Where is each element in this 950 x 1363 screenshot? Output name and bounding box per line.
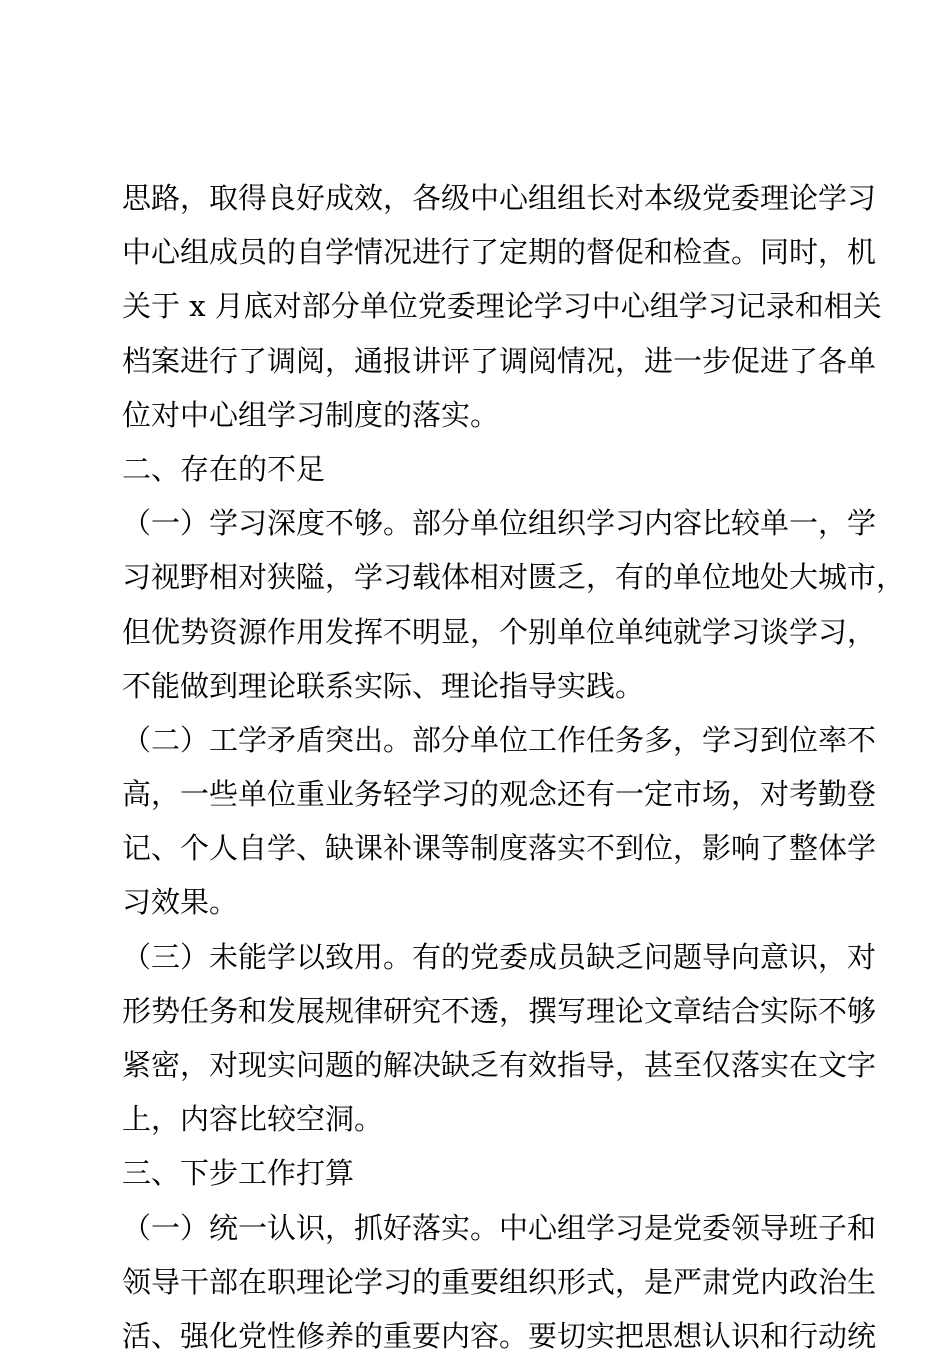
text-line: 思路，取得良好成效，各级中心组组长对本级党委理论学习 xyxy=(122,181,877,215)
text-line: 但优势资源作用发挥不明显，个别单位单纯就学习谈学习， xyxy=(122,614,877,649)
text-line: 形势任务和发展规律研究不透，撰写理论文章结合实际不够 xyxy=(122,993,877,1028)
text-line: 习视野相对狭隘，学习载体相对匮乏，有的单位地处大城市， xyxy=(122,560,906,595)
section-heading: 二、存在的不足 xyxy=(122,451,326,486)
text-line: 不能做到理论联系实际、理论指导实践。 xyxy=(122,668,645,703)
text-line: 档案进行了调阅，通报讲评了调阅情况，进一步促进了各单 xyxy=(122,343,877,378)
text-line: 位对中心组学习制度的落实。 xyxy=(122,397,500,432)
text-line: 记、个人自学、缺课补课等制度落实不到位，影响了整体学 xyxy=(122,831,877,866)
text-line: （一）学习深度不够。部分单位组织学习内容比较单一，学 xyxy=(122,506,877,541)
text-line: 高，一些单位重业务轻学习的观念还有一定市场，对考勤登 xyxy=(122,777,877,812)
text-line: 中心组成员的自学情况进行了定期的督促和检查。同时，机 xyxy=(122,235,877,270)
text-line: （一）统一认识，抓好落实。中心组学习是党委领导班子和 xyxy=(122,1210,877,1245)
text-line: 紧密，对现实问题的解决缺乏有效指导，甚至仅落实在文字 xyxy=(122,1048,877,1082)
text-line: 活、强化党性修养的重要内容。要切实把思想认识和行动统 xyxy=(122,1318,877,1353)
text-line: （二）工学矛盾突出。部分单位工作任务多，学习到位率不 xyxy=(122,722,877,757)
text-line: 领导干部在职理论学习的重要组织形式，是严肃党内政治生 xyxy=(122,1264,877,1299)
text-line: （三）未能学以致用。有的党委成员缺乏问题导向意识，对 xyxy=(122,939,877,974)
text-line: 关于 x 月底对部分单位党委理论学习中心组学习记录和相关 xyxy=(122,289,882,324)
document-page xyxy=(122,171,906,1363)
section-heading: 三、下步工作打算 xyxy=(122,1156,355,1191)
text-line: 上，内容比较空洞。 xyxy=(122,1102,384,1137)
text-line: 习效果。 xyxy=(122,885,239,920)
